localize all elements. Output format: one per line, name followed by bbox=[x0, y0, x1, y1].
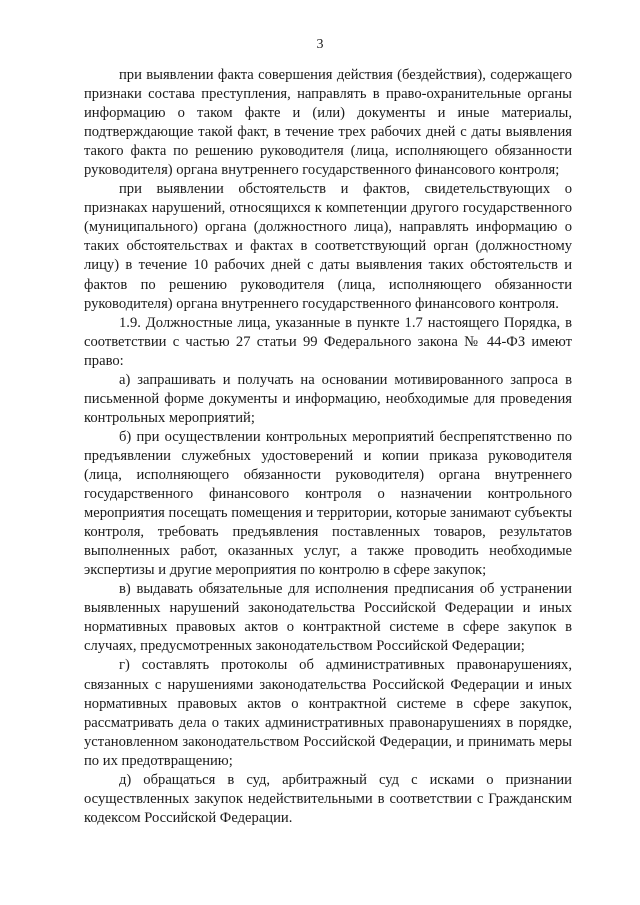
paragraph-right-a-request-documents: а) запрашивать и получать на основании мотивированного запроса в письменной форме документы и информацию, необходимые для проведения контрольных мероприятий; bbox=[84, 371, 572, 426]
paragraph-right-b-site-access: б) при осуществлении контрольных мероприятий беспрепятственно по предъявлении служебных удостоверений и копии приказа руководителя (лица, исполняющего обязанности руководителя) органа внутреннего государственного финансового контроля о назначении контрольного мероприятия посещать помещения и территории, которые занимают субъекты контроля, требовать предъявления поставленных товаров, результатов выполненных работ, оказанных услуг, а также проводить необходимые экспертизы и другие мероприятия по контролю в сфере закупок; bbox=[84, 428, 572, 579]
paragraph-right-d-court-claims: д) обращаться в суд, арбитражный суд с исками о признании осуществленных закупок недействительными в соответствии с Гражданским кодексом Российской Федерации. bbox=[84, 771, 572, 826]
paragraph-right-g-administrative-protocols: г) составлять протоколы об административных правонарушениях, связанных с нарушениями законодательства Российской Федерации и иных нормативных правовых актов о контрактной системе в сфере закупок, рассматривать дела о таких административных правонарушениях в порядке, установленном законодательством Российской Федерации, и принимать меры по их предотвращению; bbox=[84, 657, 572, 769]
paragraph-officials-rights-intro: 1.9. Должностные лица, указанные в пункте 1.7 настоящего Порядка, в соответствии с частью 27 статьи 99 Федерального закона № 44-ФЗ имеют право: bbox=[84, 314, 572, 369]
paragraph-report-violations-other-authority: при выявлении обстоятельств и фактов, свидетельствующих о признаках нарушений, относящихся к компетенции другого государственного (муниципального) органа (должностного лица), направлять информацию о таких обстоятельствах и фактах в соответствующий орган (должностному лицу) в течение 10 рабочих дней с даты выявления таких обстоятельств и фактов по решению руководителя (лица, исполняющего обязанности руководителя) органа внутреннего государственного финансового контроля. bbox=[84, 181, 572, 312]
page-number: 3 bbox=[316, 37, 324, 52]
paragraph-right-v-issue-orders: в) выдавать обязательные для исполнения предписания об устранении выявленных нарушений законодательства Российской Федерации и иных нормативных правовых актов о контрактной системе в сфере закупок в случаях, предусмотренных законодательством Российской Федерации; bbox=[84, 581, 572, 655]
document-body bbox=[84, 66, 572, 828]
paragraph-report-crime-facts: при выявлении факта совершения действия (бездействия), содержащего признаки состава преступления, направлять в право-охранительные органы информацию о таком факте и (или) документы и иные материалы, подтверждающие такой факт, в течение трех рабочих дней с даты выявления такого факта по решению руководителя (лица, исполняющего обязанности руководителя) органа внутреннего государственного финансового контроля; bbox=[84, 67, 572, 179]
